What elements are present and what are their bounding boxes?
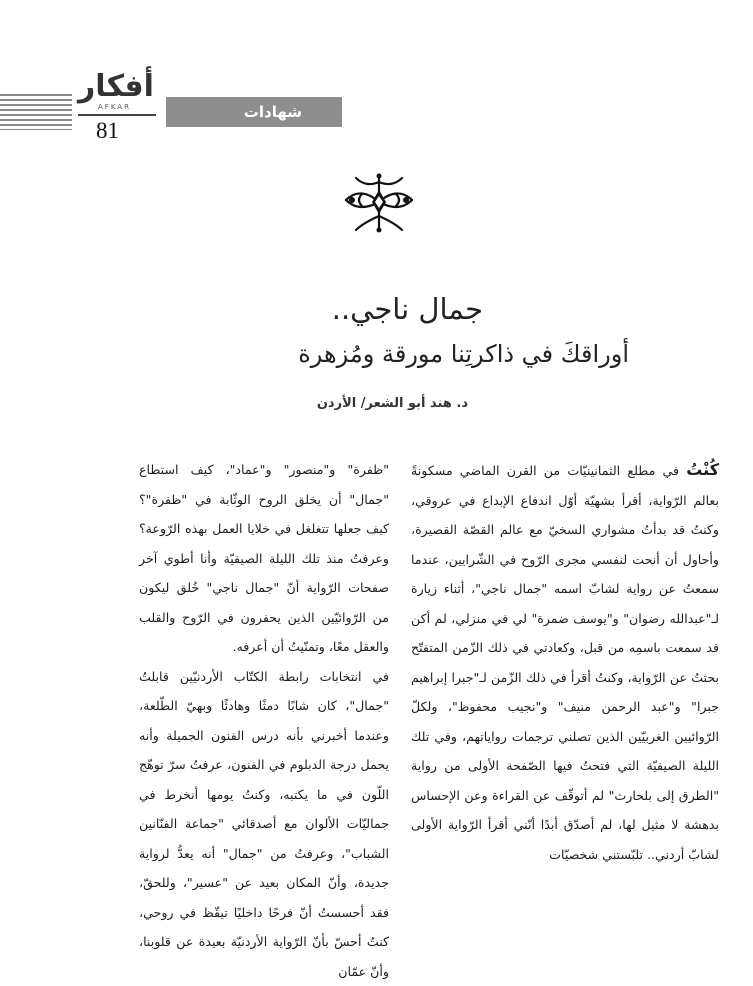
body-column-left [139, 455, 389, 986]
body-paragraph: "ظفرة" و"منصور" و"عماد"، كيف استطاع "جمال" أن يخلق الروح الوثّابة في "ظفرة"؟ كيف جعلها تتغلغل في خلايا العمل بهذه الرّوعة؟ وعرفتُ منذ تلك الليلة الصيفيّة وأنا أطوي آخر صفحات الرّواية أنّ "جمال ناجي" خُلق ليكون من الرّوائيّين الذين يحفرون في الرّوح والقلب والعقل معًا، وتمنّيتُ أن أعرفه. [139, 455, 389, 662]
section-label: شهادات [166, 97, 342, 127]
magazine-logo-latin: AFKAR [98, 103, 131, 111]
body-column-right [411, 455, 719, 869]
article-author: د. هند أبو الشعر/ الأردن [317, 396, 468, 411]
article-subtitle: أوراقكَ في ذاكرتِنا مورقة ومُزهرة [298, 340, 629, 368]
lead-word: كُنْتُ [686, 460, 719, 479]
header-stripes [0, 94, 72, 130]
logo-underline [78, 114, 156, 116]
arabesque-ornament-icon [342, 172, 416, 234]
body-paragraph [411, 455, 719, 869]
body-paragraph: في انتخابات رابطة الكتّاب الأردنيّين قابلتُ "جمال"، كان شابًا دمثًا وهادئًا وبهيّ الطّلعة، وعندما أخبرني بأنه درس الفنون الجميلة وأنه يحمل درجة الدبلوم في الفنون، عرفتُ سرّ توهّج اللّون في ما يكتبه، وكنتُ يومها أنخرط في جماليّات الألوان مع أصدقائي "جماعة الفنّانين الشباب"، وعرفتُ من "جمال" أنه يعدُّ لرواية جديدة، وأنّ المكان بعيد عن "عسير"، وللحقّ، فقد أحسستُ أنّ فرحًا داخليًا تيقّظ في روحي، كنتُ أحسّ بأنّ الرّواية الأردنيّة بعيدة عن قلوبنا، وأنّ عمّان [139, 662, 389, 986]
body-text: في مطلع الثمانينيّات من القرن الماضي مسكونةً بعالم الرّواية، أقرأ بشهيّة أوّل اندفاع الإبداع في عروقي، وكنتُ قد بدأتُ مشواري السخيّ مع عالم القصّة القصيرة، وأحاول أن أنحت لنفسي مجرى الرّوح في الشّرايين، عندما سمعتُ عن رواية لشابّ اسمه "جمال ناجي"، أثناء زيارة لـ"عبدالله رضوان" و"يوسف ضمرة" لي في منزلي، لم أكن قد سمعت باسمِه من قبل، وكعادتي في ذلك الزّمن المتفتّح بحثتُ عن الرّواية، وكنتُ أقرأ في ذلك الزّمن لـ"جبرا إبراهيم جبرا" و"عبد الرحمن منيف" و"نجيب محفوظ"، ولكلّ الرّوائيين الغربيّين الذين تصلني ترجمات رواياتهم، وفي تلك الليلة الصيفيّة التي فتحتُ فيها الصّفحة الأولى من رواية "الطرق إلى بلحارث" لم أتوقّف عن القراءة وعن الإحساس بدهشة لا مثيل لها، لم أصدّق أبدًا أنّني أقرأ الرّواية الأولى لشابّ أردني.. تلبّستني شخصيّات [411, 463, 719, 862]
magazine-logo: أفكار [76, 70, 156, 104]
page-number: 81 [96, 118, 119, 144]
article-title: جمال ناجي.. [332, 292, 483, 326]
